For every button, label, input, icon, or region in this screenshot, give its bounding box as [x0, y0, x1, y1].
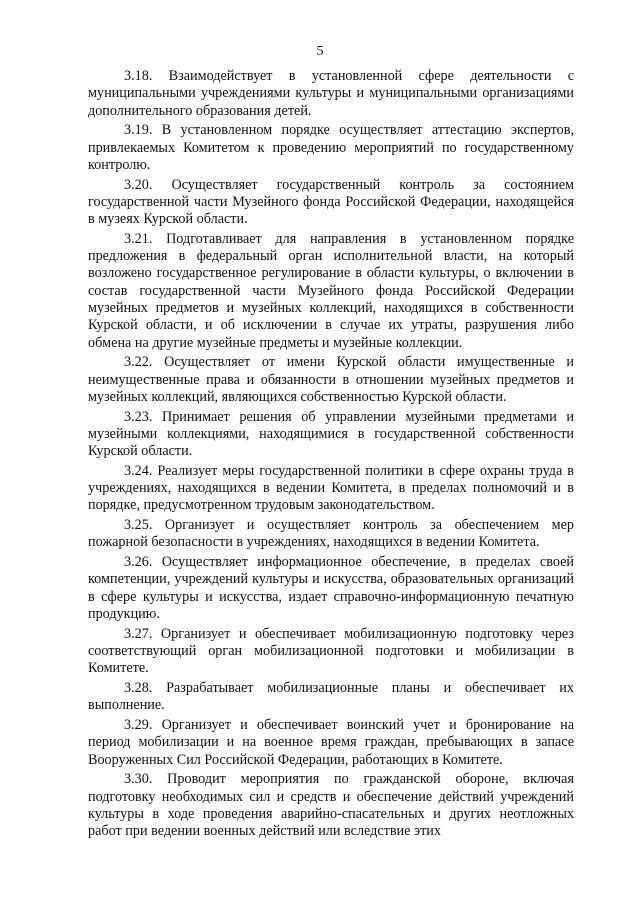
- paragraph-3-21: 3.21. Подготавливает для направления в установленном порядке предложения в федеральный орган исполнительной власти, на который возложено государственное регулирование в области культуры, о включении в состав государственной части Музейного фонда Российской Федерации музейных предметов и музейных коллекций, находящихся в собственности Курской области, и об исключении в случае их утраты, разрушения либо обмена на другие музейные предметы и музейные коллекции.: [88, 230, 574, 351]
- paragraph-3-18: 3.18. Взаимодействует в установленной сфере деятельности с муниципальными учреждениями культуры и муниципальными организациями дополнительного образования детей.: [88, 68, 574, 119]
- paragraph-3-19: 3.19. В установленном порядке осуществляет аттестацию экспертов, привлекаемых Комитетом к проведению мероприятий по государственному контролю.: [88, 122, 574, 173]
- paragraph-3-29: 3.29. Организует и обеспечивает воинский учет и бронирование на период мобилизации и на военное время граждан, пребывающих в запасе Вооруженных Сил Российской Федерации, работающих в Комитете.: [88, 716, 574, 768]
- paragraph-3-22: 3.22. Осуществляет от имени Курской области имущественные и неимущественные права и обязанности в отношении музейных предметов и музейных коллекций, являющихся собственностью Курской области.: [88, 354, 574, 405]
- paragraph-3-28: 3.28. Разрабатывает мобилизационные планы и обеспечивает их выполнение.: [88, 680, 574, 714]
- page-number: 5: [316, 44, 324, 59]
- paragraph-3-25: 3.25. Организует и осуществляет контроль за обеспечением мер пожарной безопасности в учреждениях, находящихся в ведении Комитета.: [88, 517, 574, 551]
- paragraph-3-30: 3.30. Проводит мероприятия по гражданской обороне, включая подготовку необходимых сил и средств и обеспечение действий учреждений культуры в ходе проведения аварийно-спасательных и других неотложных работ при ведении военных действий или вследствие этих: [88, 771, 574, 840]
- paragraph-3-24: 3.24. Реализует меры государственной политики в сфере охраны труда в учреждениях, находящихся в ведении Комитета, в пределах полномочий и в порядке, предусмотренном трудовым законодательством.: [88, 462, 574, 514]
- paragraph-3-26: 3.26. Осуществляет информационное обеспечение, в пределах своей компетенции, учреждений культуры и искусства, образовательных организаций в сфере культуры и искусства, издает справочно-информационную печатную продукцию.: [88, 554, 574, 623]
- document-body: [88, 68, 574, 843]
- paragraph-3-20: 3.20. Осуществляет государственный контроль за состоянием государственной части Музейного фонда Российской Федерации, находящейся в музеях Курской области.: [88, 176, 574, 228]
- paragraph-3-27: 3.27. Организует и обеспечивает мобилизационную подготовку через соответствующий орган мобилизационной подготовки и мобилизации в Комитете.: [88, 625, 574, 677]
- paragraph-3-23: 3.23. Принимает решения об управлении музейными предметами и музейными коллекциями, находящимися в государственной собственности Курской области.: [88, 408, 574, 460]
